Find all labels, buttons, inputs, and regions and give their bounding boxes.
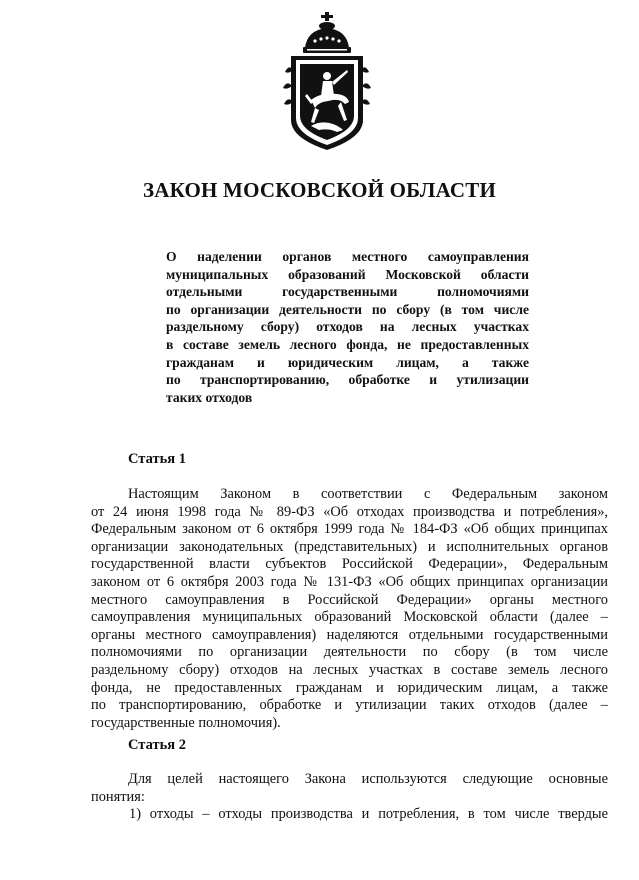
article-1-line: раздельному сбору) отходов на лесных участках в составе земель лесного [91, 661, 608, 678]
article-1-heading: Статья 1 [128, 451, 186, 467]
subject-line: по организации деятельности по сбору (в том числе [166, 301, 529, 317]
article-2-line: понятия: [91, 788, 145, 805]
subject-line: таких отходов [166, 389, 253, 405]
article-1-line: Настоящим Законом в соответствии с Федеральным законом [128, 486, 608, 502]
article-1-line: самоуправления муниципальных образований Московской области (далее – [91, 609, 608, 626]
subject-line: О наделении органов местного самоуправления [166, 249, 529, 264]
subject-line: по транспортированию, обработке и утилизации [166, 372, 529, 388]
subject-line: раздельному сбору) отходов на лесных участках [166, 319, 529, 335]
law-title: ЗАКОН МОСКОВСКОЙ ОБЛАСТИ [142, 178, 497, 202]
article-1-line: местного самоуправления в Российской Федерации» органы местного [91, 591, 608, 608]
article-1-line: по транспортированию, обработке и утилизации таких отходов (далее – [91, 697, 608, 714]
article-1-line: органы местного самоуправления) наделяются отдельными государственными [91, 626, 608, 643]
subject-line: муниципальных образований Московской области [166, 266, 529, 282]
article-1-line: организации законодательных (представительных) и исполнительных органов [91, 538, 608, 555]
subject-line: гражданам и юридическим лицам, а также [166, 354, 529, 370]
article-2-line: Для целей настоящего Закона используются следующие основные [128, 771, 608, 787]
subject-line: отдельными государственными полномочиями [166, 284, 529, 300]
coat-of-arms-icon [271, 12, 383, 152]
article-2-heading: Статья 2 [128, 737, 186, 753]
article-1-line: фонда, не предоставленных гражданам и юридическим лицам, а также [91, 679, 608, 696]
article-2-text [91, 771, 608, 824]
subject-line: в составе земель лесного фонда, не предоставленных [166, 336, 529, 352]
article-1-line: Федеральным законом от 6 октября 1999 года № 184-ФЗ «Об общих принципах [91, 521, 608, 538]
article-1-text [91, 486, 608, 732]
article-2-line: 1) отходы – отходы производства и потребления, в том числе твердые [129, 806, 608, 823]
article-1-line: государственные полномочия). [91, 714, 281, 731]
law-subject [166, 248, 529, 406]
article-1-line: законом от 6 октября 2003 года № 131-ФЗ «Об общих принципах организации [91, 573, 608, 590]
article-1-line: от 24 июня 1998 года № 89-ФЗ «Об отходах производства и потребления», [91, 503, 608, 520]
article-1-line: полномочиями по организации деятельности по сбору (в том числе [91, 644, 608, 661]
article-1-line: государственной власти субъектов Российской Федерации», Федеральным [91, 556, 608, 573]
